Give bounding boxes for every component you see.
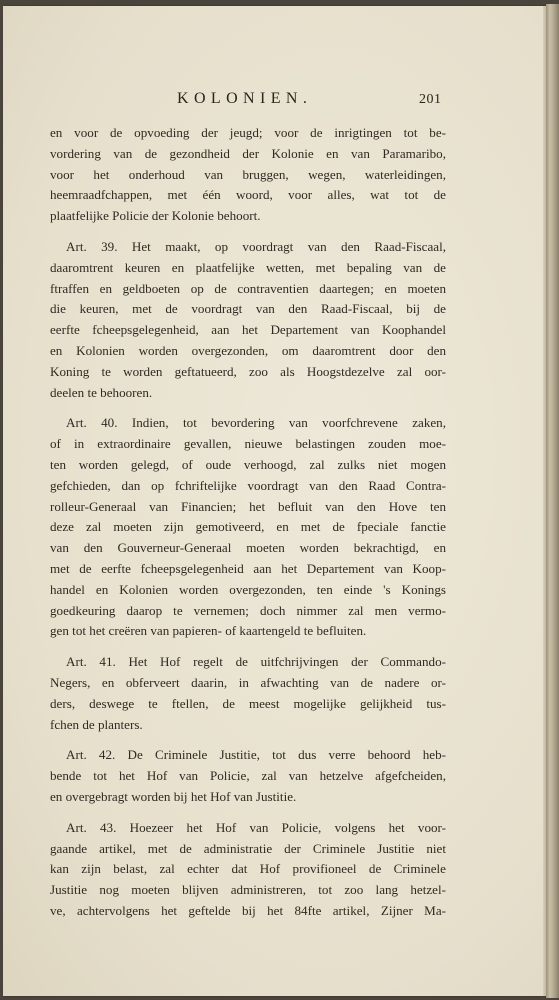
text-line: deze zal moeten zijn gemotiveerd, en met de fpeciale fanctie (50, 519, 446, 535)
text-line: Koning te worden geftatueerd, zoo als Hoogstdezelve zal oor- (50, 363, 446, 379)
running-head: KOLONIEN. (177, 90, 313, 107)
text-line: en Kolonien worden overgezonden, om daaromtrent door den (50, 342, 446, 358)
text-line: vordering van de gezondheid der Kolonie en van Paramaribo, (50, 145, 446, 161)
text-line: goedkeuring daarop te vernemen; doch nimmer zal men vermo- (50, 602, 446, 618)
paragraph-art-39 (50, 237, 446, 403)
text-line: van den Gouverneur-Generaal moeten worden bekrachtigd, en (50, 540, 446, 556)
text-line: Art. 40. Indien, tot bevordering van voorfchrevene zaken, (66, 415, 446, 431)
page-header (3, 90, 546, 114)
text-line: gefchieden, dan op fchriftelijke voordragt van den Raad Contra- (50, 477, 446, 493)
text-line: ders, deswege te ftellen, de meest mogelijke gelijkheid tus- (50, 695, 446, 711)
text-line: Negers, en obferveert daarin, in afwachting van de nadere or- (50, 674, 446, 690)
text-line: Art. 41. Het Hof regelt de uitfchrijvingen der Commando- (66, 654, 446, 670)
text-line: kan zijn belast, zal echter dat Hof provifioneel de Criminele (50, 861, 446, 877)
page-number: 201 (419, 92, 442, 107)
book-fore-edge (546, 4, 559, 998)
text-line: Art. 39. Het maakt, op voordragt van den Raad-Fiscaal, (66, 238, 446, 254)
paragraph-art-43 (50, 818, 446, 922)
text-line: of in extraordinaire gevallen, nieuwe belastingen zouden moe- (50, 436, 446, 452)
text-line: deelen te behooren. (50, 384, 153, 400)
text-line: daaromtrent keuren en plaatfelijke wetten, met bepaling van de (50, 259, 446, 275)
text-line: heemraadfchappen, met één woord, voor alles, wat tot de (50, 187, 446, 203)
text-line: handel en Kolonien worden overgezonden, ten einde 's Konings (50, 581, 446, 597)
text-line: eerfte fcheepsgelegenheid, aan het Departement van Koophandel (50, 322, 446, 338)
text-line: en voor de opvoeding der jeugd; voor de inrigtingen tot be- (50, 125, 446, 140)
text-line: ftraffen en geldboeten op de contraventien daartegen; en moeten (50, 280, 446, 296)
text-line: met de eerfte fcheepsgelegenheid aan het Departement van Koop- (50, 560, 446, 576)
text-line: gaande artikel, met de administratie der Criminele Justitie niet (50, 840, 446, 856)
text-line: bende tot het Hof van Policie, zal van hetzelve afgefcheiden, (50, 768, 446, 784)
text-line: rolleur-Generaal van Financien; het befluit van den Hove ten (50, 498, 446, 514)
book-page (3, 6, 546, 996)
text-line: voor het onderhoud van bruggen, wegen, waterleidingen, (50, 166, 446, 182)
text-line: ten worden gelegd, of oude verhoogd, zal zulks niet mogen (50, 456, 446, 472)
paragraph (50, 123, 446, 227)
text-line: die keuren, met de voordragt van den Raad-Fiscaal, bij de (50, 301, 446, 317)
text-line: ve, achtervolgens het geftelde bij het 84fte artikel, Zijner Ma- (50, 902, 446, 918)
paragraph-art-42 (50, 745, 446, 807)
body-text (50, 123, 446, 922)
paragraph-art-41 (50, 652, 446, 735)
text-line: Justitie nog moeten blijven administreren, tot zoo lang hetzel- (50, 882, 446, 898)
text-line: Art. 43. Hoezeer het Hof van Policie, volgens het voor- (66, 819, 446, 835)
text-line: Art. 42. De Criminele Justitie, tot dus verre behoord heb- (66, 747, 446, 763)
text-line: en overgebragt worden bij het Hof van Justitie. (50, 788, 297, 804)
text-line: plaatfelijke Policie der Kolonie behoort. (50, 208, 261, 224)
text-line: fchen de planters. (50, 716, 143, 732)
text-line: gen tot het creëren van papieren- of kaartengeld te befluiten. (50, 623, 367, 639)
paragraph-art-40 (50, 413, 446, 642)
